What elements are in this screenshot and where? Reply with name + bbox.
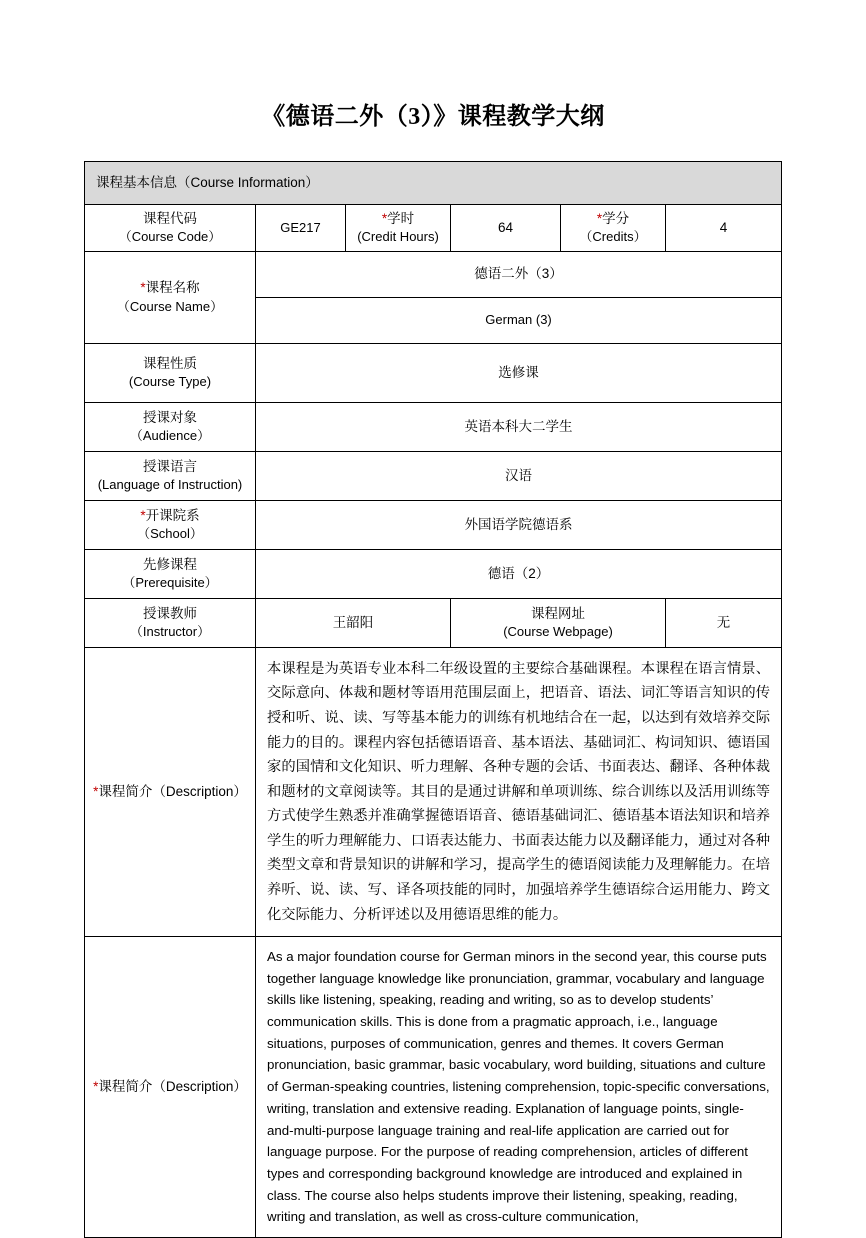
value-credits: 4 <box>666 205 782 252</box>
value-language-of-instruction: 汉语 <box>256 451 782 500</box>
label-audience-en: （Audience） <box>129 428 211 444</box>
table-row-language <box>85 451 782 500</box>
table-row-instructor <box>85 598 782 647</box>
required-asterisk-course-name: * <box>140 280 146 296</box>
table-row-school <box>85 500 782 549</box>
required-asterisk-credit-hours: * <box>381 211 388 226</box>
value-course-type: 选修课 <box>256 343 782 402</box>
label-course-type-zh: 课程性质 <box>143 355 197 371</box>
label-course-type <box>85 343 256 402</box>
value-credit-hours: 64 <box>451 205 561 252</box>
label-course-type-en: (Course Type) <box>128 374 212 390</box>
required-asterisk-school: * <box>140 507 146 523</box>
value-course-code: GE217 <box>256 205 346 252</box>
label-credits-zh: 学分 <box>602 211 630 226</box>
label-course-name-en: （Course Name） <box>116 298 224 314</box>
label-course-name-zh: 课程名称 <box>145 280 200 296</box>
table-row-course-type <box>85 343 782 402</box>
description-zh-text: 本课程是为英语专业本科二年级设置的主要综合基础课程。本课程在语言情景、交际意向、体裁和题材等语用范围层面上，把语音、语法、词汇等语言知识的传授和听、说、读、写等基本能力的训练有机地结合在一起，以达到有效培养交际能力的目的。课程内容包括德语语音、基本语法、基础词汇、构词知识、德语国家的国情和文化知识、听力理解、各种专题的会话、书面表达、翻译、各种体裁和题材的文章阅读等。其目的是通过讲解和单项训练、综合训练以及活用训练等方式使学生熟悉并准确掌握德语语音、德语基础词汇、德语基本语法知识和培养学生的听力理解能力、口语表达能力、书面表达能力以及翻译能力，通过对各种类型文章和背景知识的讲解和学习，提高学生的德语阅读能力及理解能力。在培养听、说、读、写、译各项技能的同时，加强培养学生德语综合运用能力、跨文化交际能力、分析评述以及用德语思维的能力。 <box>267 660 771 923</box>
table-row-header <box>85 162 782 205</box>
label-credit-hours-en: (Credit Hours) <box>357 229 439 245</box>
label-credit-hours <box>346 205 451 252</box>
label-language-zh: 授课语言 <box>143 458 197 474</box>
label-credit-hours-zh: 学时 <box>387 211 415 226</box>
value-course-name-zh: 德语二外（3） <box>256 251 782 297</box>
table-row-prerequisite <box>85 549 782 598</box>
required-asterisk-credits: * <box>596 211 603 226</box>
label-instructor-en: （Instructor） <box>129 624 211 640</box>
course-information-table <box>84 161 782 1238</box>
label-description-en-text: 课程简介（Description） <box>98 1078 247 1094</box>
description-en-text: As a major foundation course for German minors in the second year, this course puts together language knowledge like pronunciation, grammar, vocabulary and language skills like listening, speaking, reading and writing, so as to develop students’ communication skills. This is done from a pragmatic approach, i.e., language situations, purposes of communication, genres and themes. It covers German pronunciation, basic grammar, basic vocabulary, word building, situations and culture of German-speaking countries, listening comprehension, topic-specific conversations, writing, translation and extensive reading. Explanation of language points, single-and-multi-purpose language training and real-life application are carried out for language purpose. For the purpose of reading comprehension, articles of different types and corresponding background knowledge are introduced and explained in class. The course also helps students improve their listening, speaking, reading, writing and translation, as well as cross-culture communication, <box>267 949 770 1225</box>
label-webpage-en: (Course Webpage) <box>503 624 613 640</box>
table-row-course-name-zh <box>85 251 782 297</box>
required-asterisk-description-zh: * <box>93 783 99 799</box>
table-row-description-zh <box>85 647 782 936</box>
label-description-zh <box>85 647 256 936</box>
value-prerequisite: 德语（2） <box>256 549 782 598</box>
table-section-header: 课程基本信息（Course Information） <box>85 162 782 205</box>
value-audience: 英语本科大二学生 <box>256 402 782 451</box>
label-instructor-zh: 授课教师 <box>143 605 197 621</box>
label-credits <box>561 205 666 252</box>
value-instructor: 王韶阳 <box>256 598 451 647</box>
label-prerequisite <box>85 549 256 598</box>
label-description-zh-text: 课程简介（Description） <box>98 783 247 799</box>
label-school <box>85 500 256 549</box>
label-instructor <box>85 598 256 647</box>
label-description-en <box>85 937 256 1238</box>
label-course-code-zh: 课程代码 <box>143 211 197 226</box>
value-course-name-en: German (3) <box>256 297 782 343</box>
label-school-zh: 开课院系 <box>145 507 200 523</box>
label-school-en: （School） <box>137 526 203 542</box>
label-language-of-instruction <box>85 451 256 500</box>
label-language-en: (Language of Instruction) <box>97 477 243 493</box>
label-prerequisite-zh: 先修课程 <box>143 556 197 572</box>
table-row-description-en <box>85 937 782 1238</box>
table-row-audience <box>85 402 782 451</box>
label-audience <box>85 402 256 451</box>
required-asterisk-description-en: * <box>93 1078 99 1094</box>
label-prerequisite-en: （Prerequisite） <box>122 575 218 591</box>
label-course-name <box>85 251 256 343</box>
description-en-cell <box>256 937 782 1238</box>
label-course-code <box>85 205 256 252</box>
label-webpage-zh: 课程网址 <box>531 605 585 621</box>
table-row-course-code <box>85 205 782 252</box>
value-school: 外国语学院德语系 <box>256 500 782 549</box>
description-zh-cell <box>256 647 782 936</box>
value-course-webpage: 无 <box>666 598 782 647</box>
page-title: 《德语二外（3）》课程教学大纲 <box>261 104 605 130</box>
label-course-code-en: （Course Code） <box>118 229 222 245</box>
label-credits-en: （Credits） <box>579 229 647 245</box>
label-course-webpage <box>451 598 666 647</box>
label-audience-zh: 授课对象 <box>143 409 197 425</box>
